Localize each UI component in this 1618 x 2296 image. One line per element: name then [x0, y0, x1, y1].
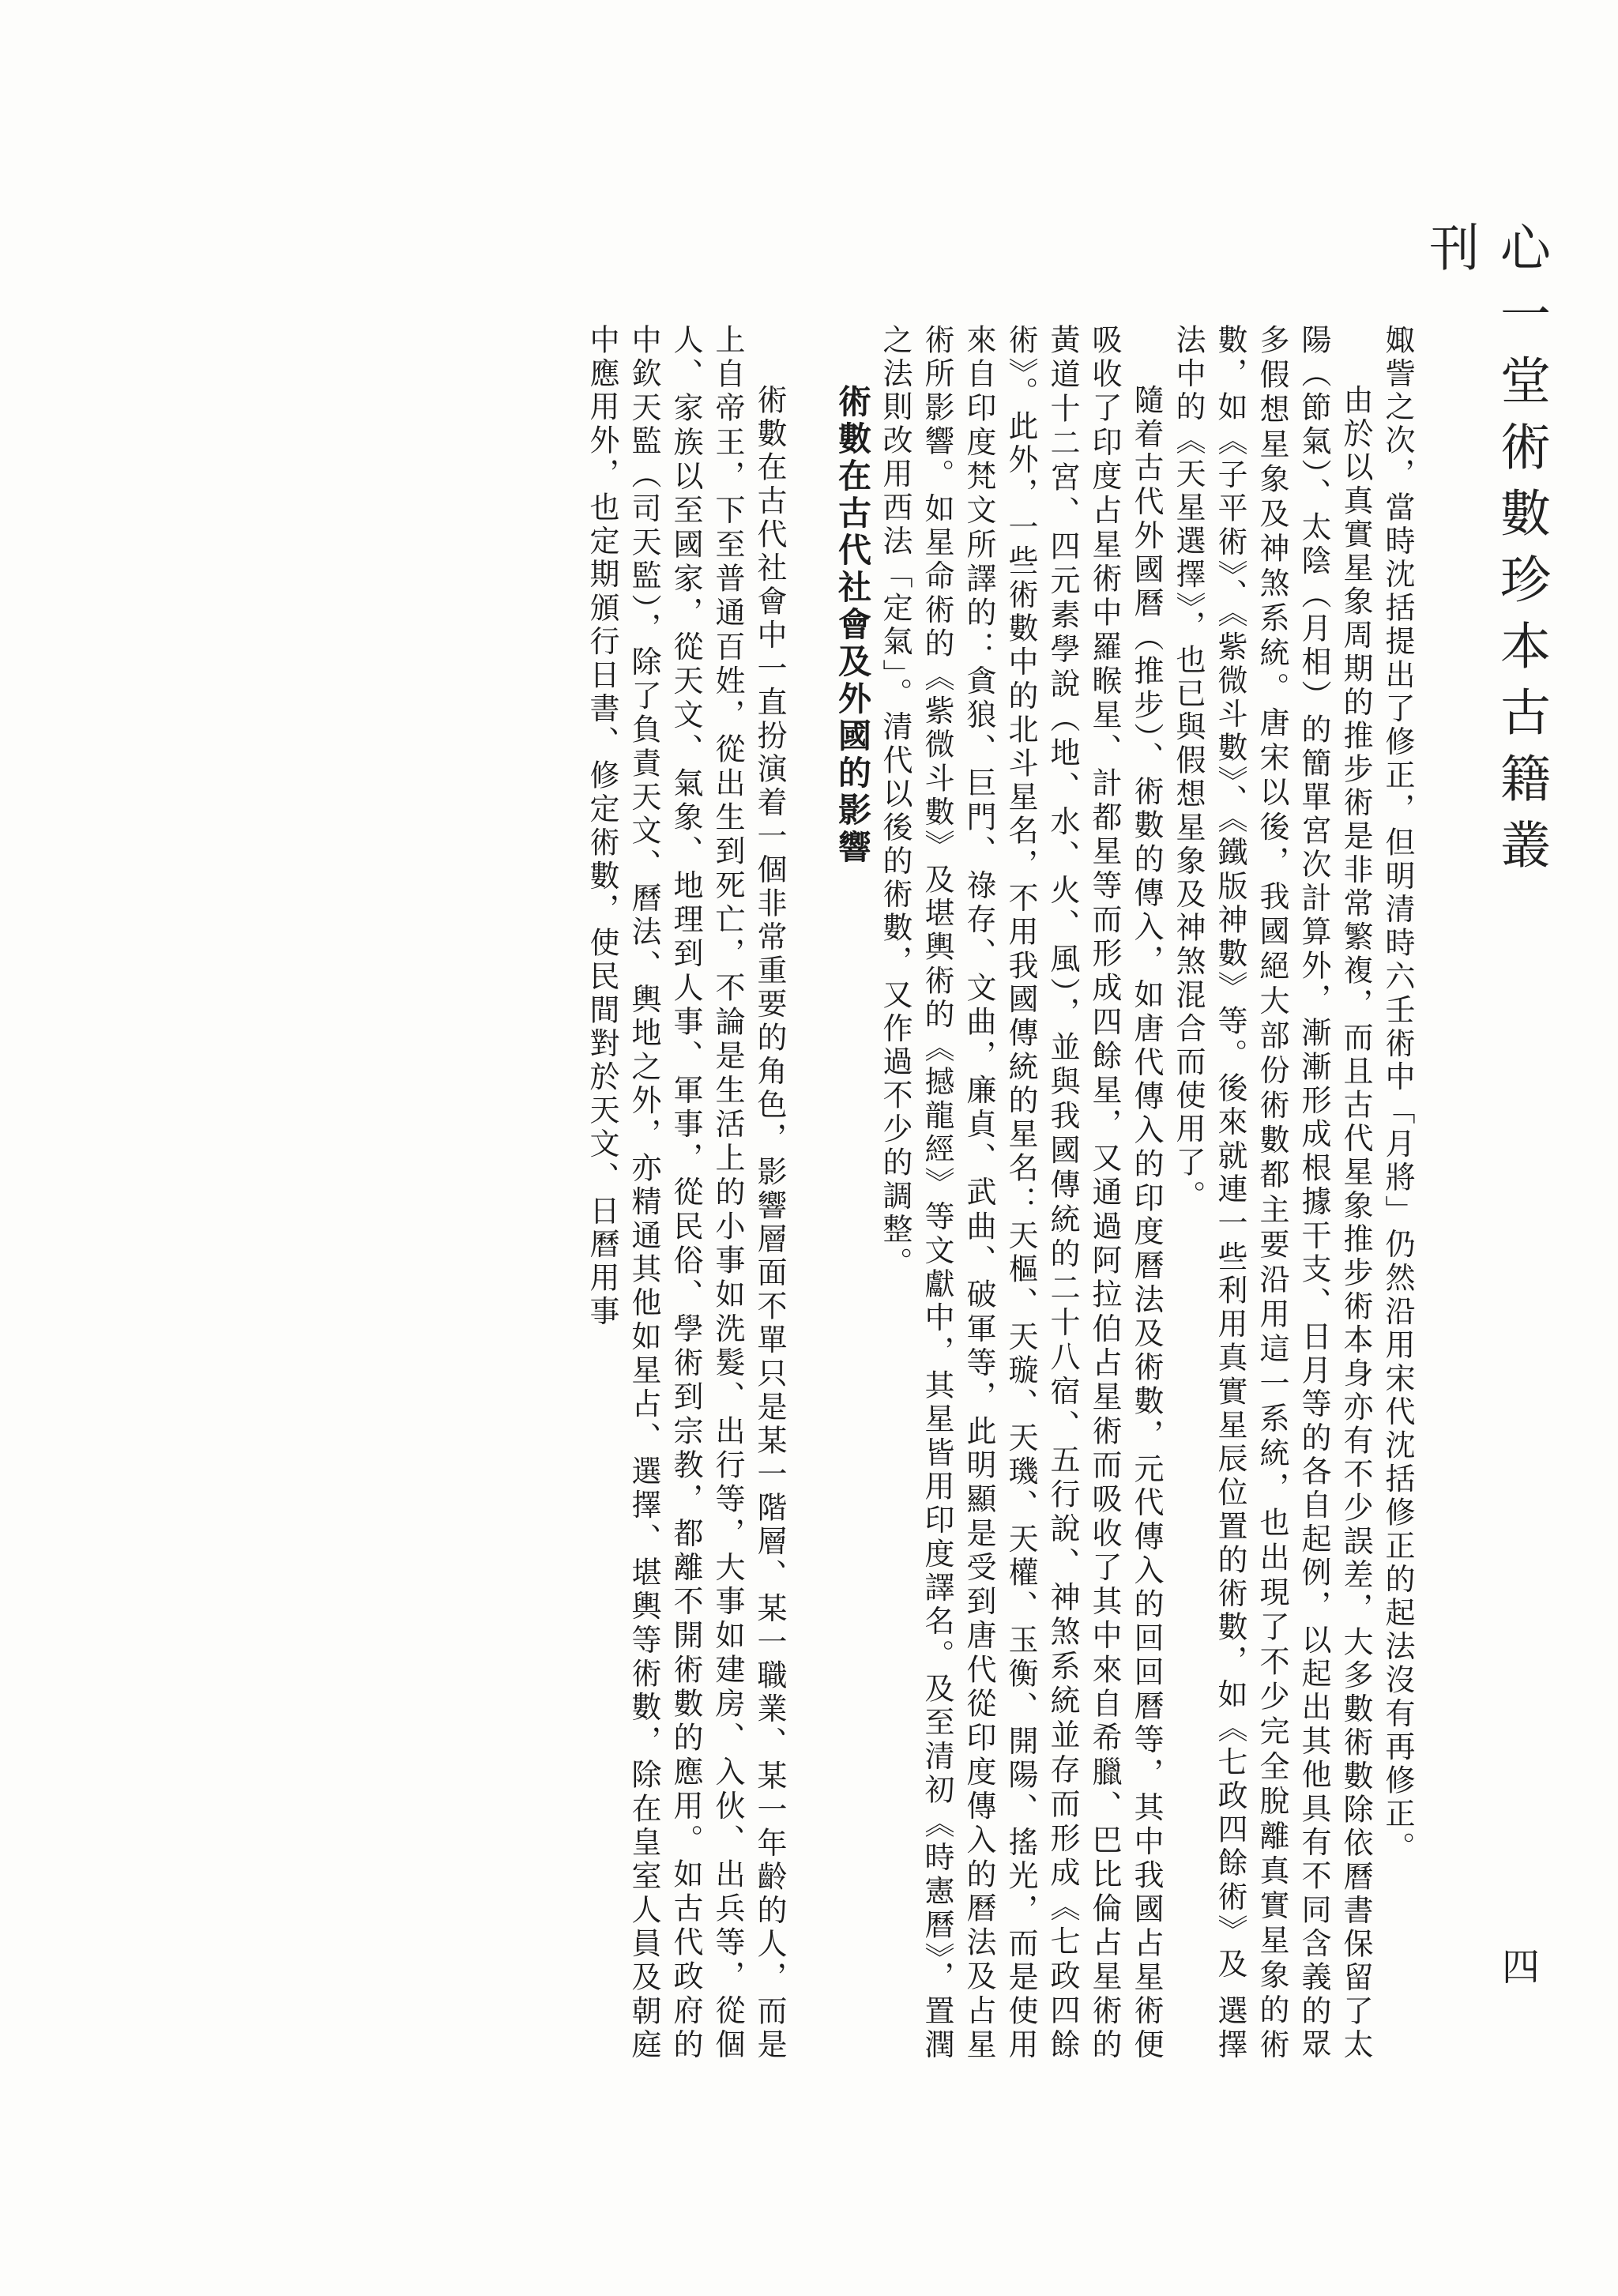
paragraph: 隨着古代外國曆（推步）、術數的傳入，如唐代傳入的印度曆法及術數，元代傳入的回回曆等，其中我國占星術便吸收了印度占星術中羅睺星、計都星等而形成四餘星，又通過阿拉伯占星術而吸收了其中來自希臘、巴比倫占星術的黃道十二宮、四元素學說（地、水、火、風），並與我國傳統的二十八宿、五行說、神煞系統並存而形成《七政四餘術》。此外，一些術數中的北斗星名，不用我國傳統的星名：天樞、天璇、天璣、天權、玉衡、開陽、搖光，而是使用來自印度梵文所譯的：貪狼、巨門、祿存、文曲，廉貞、武曲、破軍等，此明顯是受到唐代從印度傳入的曆法及占星術所影響。如星命術的《紫微斗數》及堪輿術的《撼龍經》等文獻中，其星皆用印度譯名。及至清初《時憲曆》，置潤之法則改用西法「定氣」。清代以後的術數，又作過不少的調整。 — [878, 324, 1164, 2062]
series-title: 心一堂術數珍本古籍叢刊 — [1420, 221, 1550, 885]
main-text — [194, 324, 1418, 2062]
paragraph-continued: 娵訾之次，當時沈括提出了修正，但明清時六壬術中「月將」仍然沿用宋代沈括修正的起法沒有再修正。 — [1380, 324, 1415, 1865]
paragraph: 術數在古代社會中一直扮演着一個非常重要的角色，影響層面不單只是某一階層、某一職業、某一年齡的人，而是上自帝王，下至普通百姓，從出生到死亡，不論是生活上的小事如洗髮、出行等，大事如建房、入伙、出兵等，從個人、家族以至國家，從天文、氣象、地理到人事、軍事，從民俗、學術到宗教，都離不開術數的應用。如古代政府的中欽天監（司天監），除了負責天文、曆法、輿地之外，亦精通其他如星占、選擇、堪輿等術數，除在皇室人員及朝庭中應用外，也定期頒行日書、修定術數，使民間對於天文、日曆用事 — [585, 324, 787, 2062]
paragraph: 由於以真實星象周期的推步術是非常繁複，而且古代星象推步術本身亦有不少誤差，大多數術數除依曆書保留了太陽（節氣）、太陰（月相）的簡單宮次計算外，漸漸形成根據干支、日月等的各自起例，以起出其他具有不同含義的眾多假想星象及神煞系統。唐宋以後，我國絕大部份術數都主要沿用這一系統，也出現了不少完全脫離真實星象的術數，如《子平術》、《紫微斗數》、《鐵版神數》等。後來就連一些利用真實星辰位置的術數，如《七政四餘術》及 選擇法中的《天星選擇》，也已與假想星象及神煞混合而使用了。 — [1171, 324, 1373, 2062]
section-heading: 術數在古代社會及外國的影響 — [833, 384, 872, 867]
page-number: 四 — [1501, 1945, 1540, 1989]
